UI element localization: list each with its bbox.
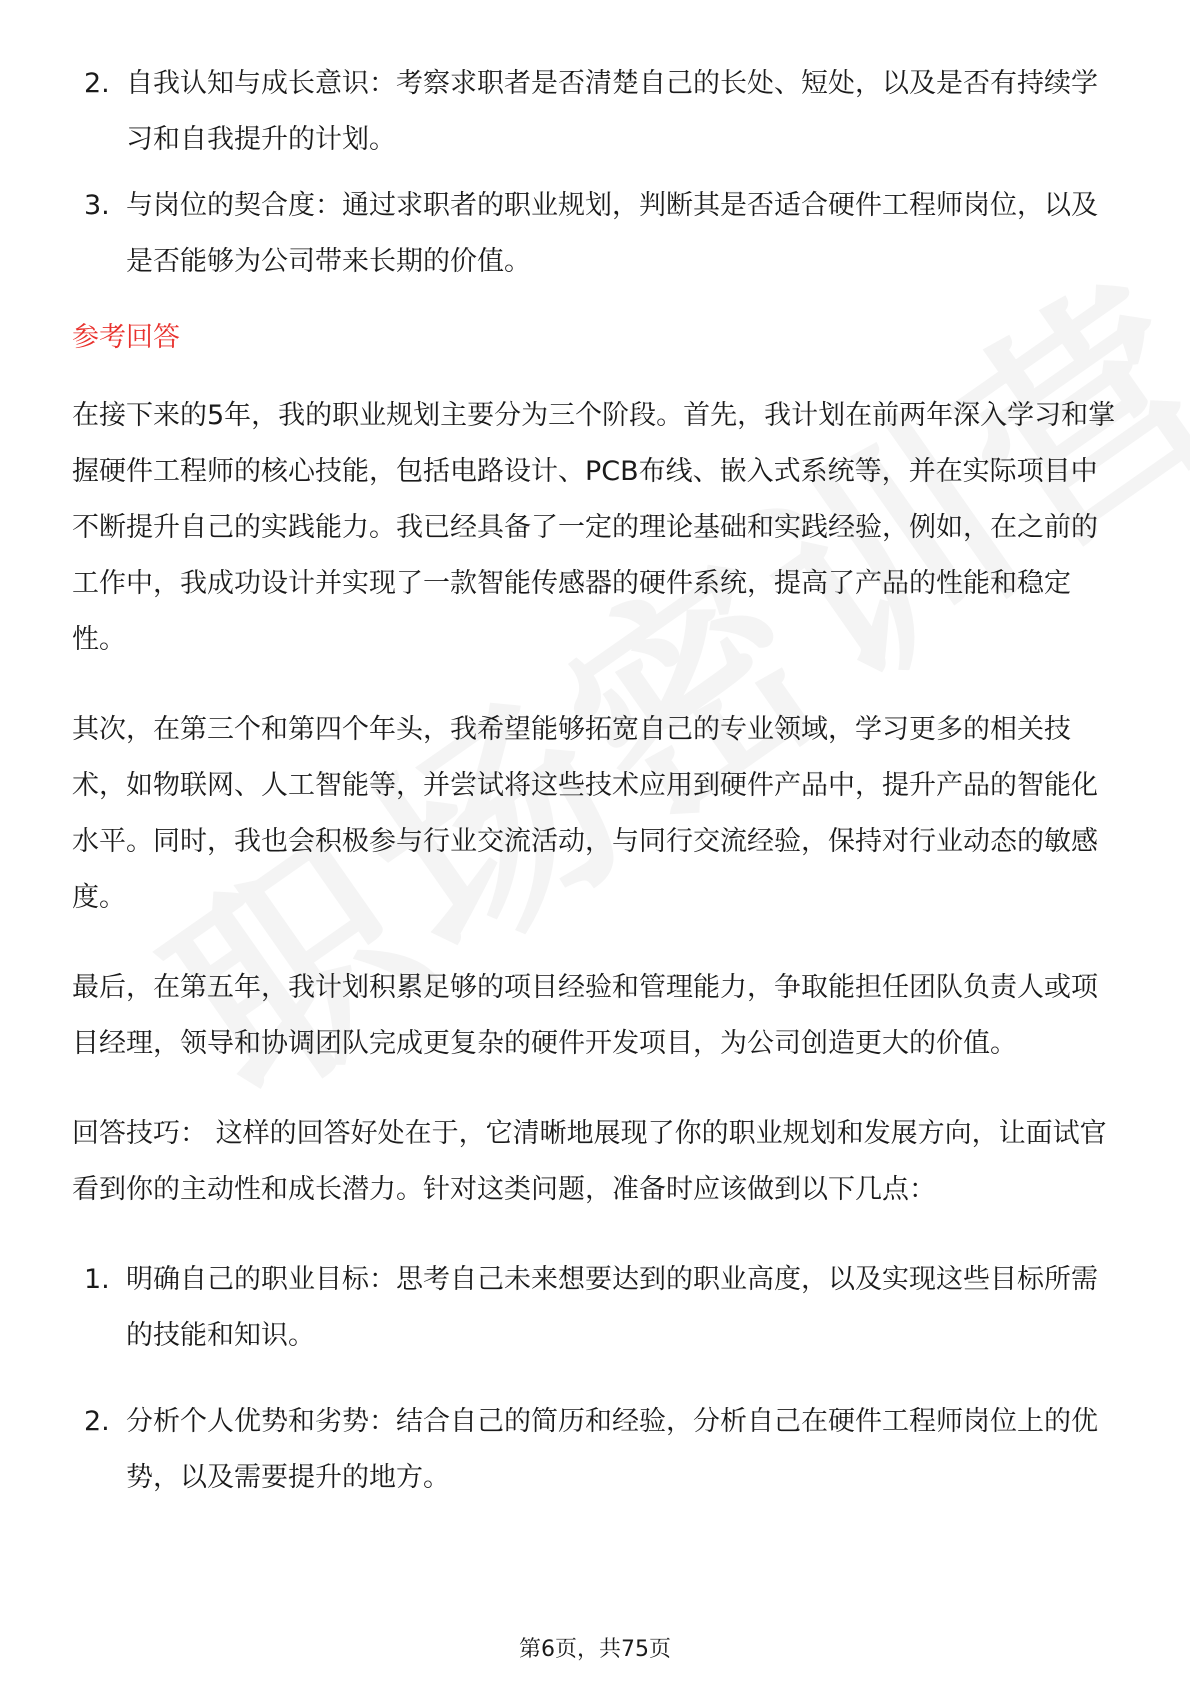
page-footer: 第6页，共75页 xyxy=(519,1637,671,1662)
list-item-number: 3. xyxy=(84,190,110,221)
intro-list xyxy=(72,56,1118,290)
list-item-text: 明确自己的职业目标：思考自己未来想要达到的职业高度，以及实现这些目标所需的技能和知识。 xyxy=(126,1264,1098,1351)
answer-paragraph: 在接下来的5年，我的职业规划主要分为三个阶段。首先，我计划在前两年深入学习和掌握硬件工程师的核心技能，包括电路设计、PCB布线、嵌入式系统等，并在实际项目中不断提升自己的实践能力。我已经具备了一定的理论基础和实践经验，例如，在之前的工作中，我成功设计并实现了一款智能传感器的硬件系统，提高了产品的性能和稳定性。 xyxy=(72,400,1116,655)
answer-paragraph: 其次，在第三个和第四个年头，我希望能够拓宽自己的专业领域，学习更多的相关技术，如物联网、人工智能等，并尝试将这些技术应用到硬件产品中，提升产品的智能化水平。同时，我也会积极参与行业交流活动，与同行交流经验，保持对行业动态的敏感度。 xyxy=(72,714,1098,913)
answer-paragraph: 最后，在第五年，我计划积累足够的项目经验和管理能力，争取能担任团队负责人或项目经理，领导和协调团队完成更复杂的硬件开发项目，为公司创造更大的价值。 xyxy=(72,972,1098,1059)
list-item-text: 自我认知与成长意识：考察求职者是否清楚自己的长处、短处，以及是否有持续学习和自我提升的计划。 xyxy=(126,68,1098,155)
list-item xyxy=(72,1394,1118,1506)
list-item-text: 分析个人优势和劣势：结合自己的简历和经验，分析自己在硬件工程师岗位上的优势，以及需要提升的地方。 xyxy=(126,1406,1098,1493)
tips-intro-paragraph: 回答技巧： 这样的回答好处在于，它清晰地展现了你的职业规划和发展方向，让面试官看到你的主动性和成长潜力。针对这类问题，准备时应该做到以下几点： xyxy=(72,1118,1107,1205)
tips-list xyxy=(72,1252,1118,1506)
list-item-number: 2. xyxy=(84,1406,110,1437)
list-item xyxy=(72,1252,1118,1364)
list-item-text: 与岗位的契合度：通过求职者的职业规划，判断其是否适合硬件工程师岗位，以及是否能够为公司带来长期的价值。 xyxy=(126,190,1098,277)
list-item xyxy=(72,56,1118,168)
list-item xyxy=(72,178,1118,290)
section-title: 参考回答 xyxy=(72,322,180,353)
list-item-number: 1. xyxy=(84,1264,110,1295)
document-body xyxy=(72,56,1118,1506)
list-item-number: 2. xyxy=(84,68,110,99)
